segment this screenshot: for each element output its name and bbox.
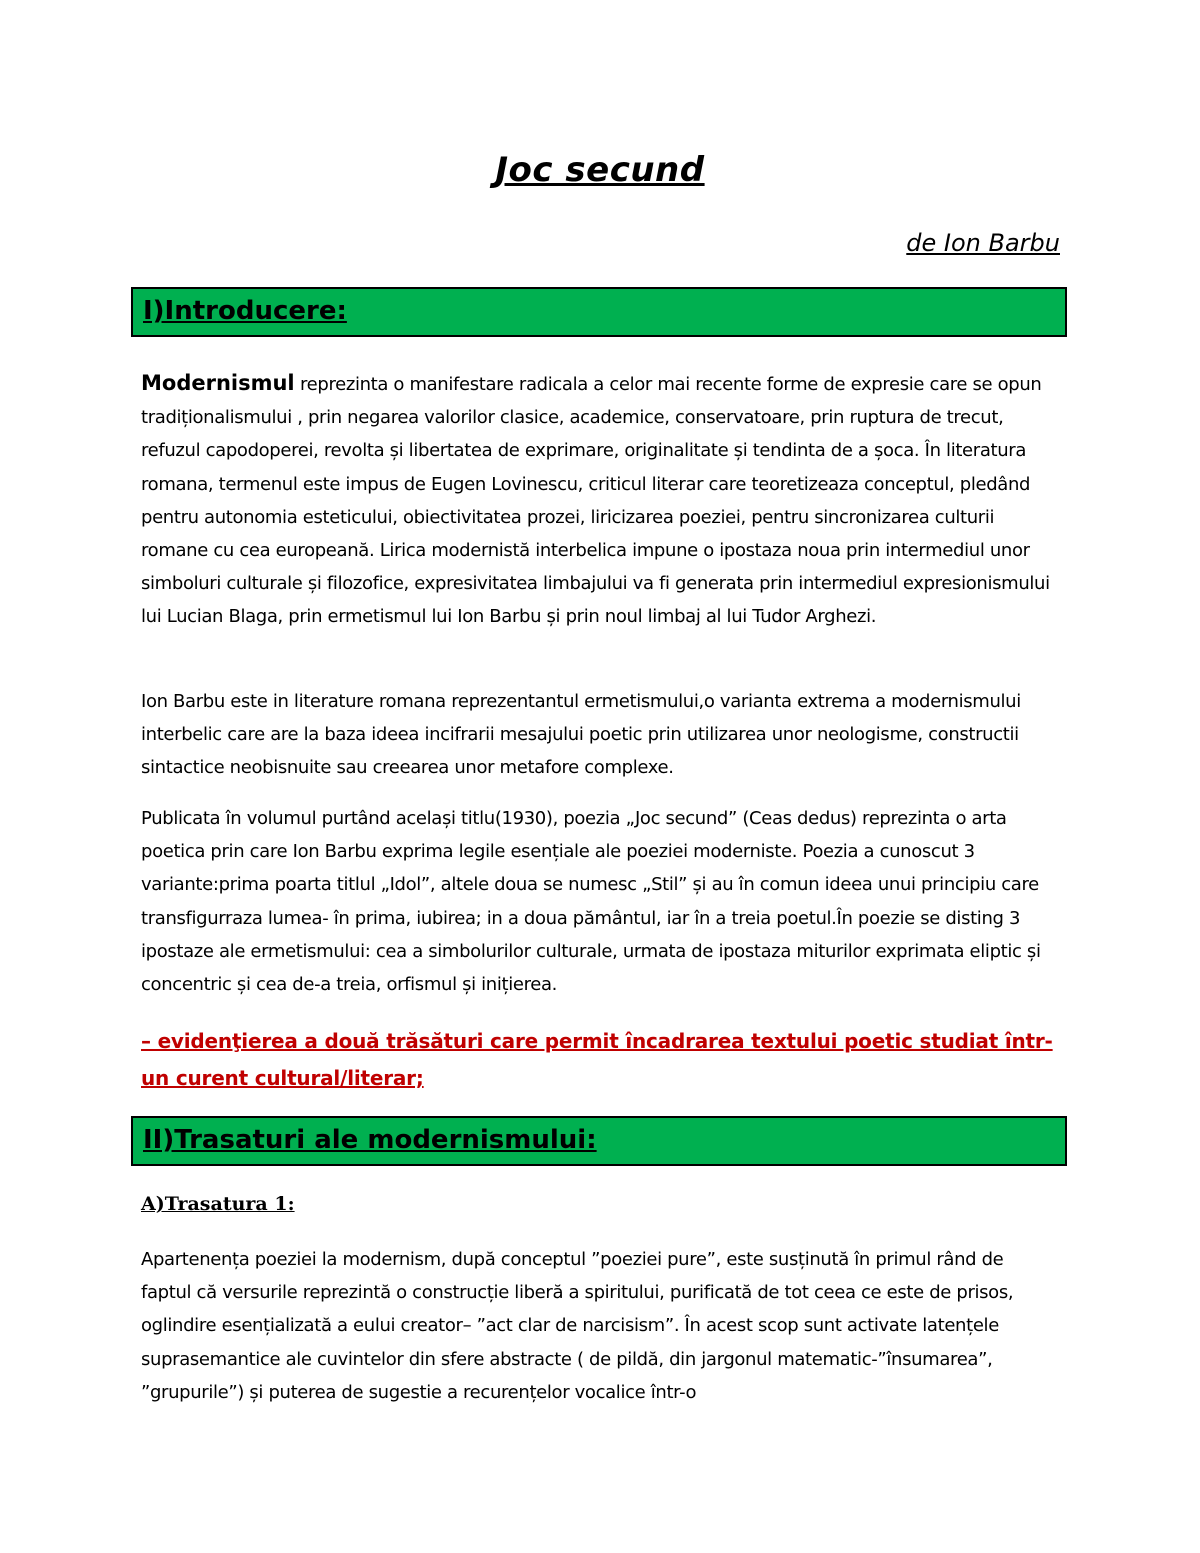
section-heading-trasaturi	[131, 1116, 1067, 1166]
trait-paragraph-1: Apartenența poeziei la modernism, după conceptul ”poeziei pure”, este susținută în primul rând de faptul că versurile reprezintă o construcție liberă a spiritului, purificată de tot ceea ce este de prisos, oglindire esențializată a eului creator– ”act clar de narcisism”. În acest scop sunt activate latențele suprasemantice ale cuvintelor din sfere abstracte ( de pildă, din jargonul matematic-”însumarea”, ”grupurile”) și puterea de sugestie a recurențelor vocalice într-o	[141, 1249, 1014, 1403]
document-title: Joc secund	[495, 150, 705, 190]
section-heading-introducere	[131, 287, 1067, 337]
section-heading-label: II)Trasaturi ale modernismului:	[143, 1125, 597, 1155]
intro-paragraph-1	[141, 367, 1056, 634]
trait-subheading: A)Trasatura 1:	[141, 1193, 295, 1215]
intro-paragraph-3: Publicata în volumul purtând același titlu(1930), poezia „Joc secund” (Ceas dedus) reprezinta o arta poetica prin care Ion Barbu exprima legile esențiale ale poeziei moderniste. Poezia a cunoscut 3 variante:prima poarta titlul „Idol”, altele doua se numesc „Stil” și au în comun ideea unui principiu care transfigurraza lumea- în prima, iubirea; in a doua pământul, iar în a treia poetul.În poezie se disting 3 ipostaze ale ermetismului: cea a simbolurilor culturale, urmata de ipostaza miturilor exprimata eliptic și concentric și cea de-a treia, orfismul și inițierea.	[141, 808, 1041, 996]
intro-paragraph-1-text: reprezinta o manifestare radicala a celor mai recente forme de expresie care se opun tradiționalismului , prin negarea valorilor clasice, academice, conservatoare, prin ruptura de trecut, refuzul capodoperei, revolta și libertatea de exprimare, originalitate și tendinta de a șoca. În literatura romana, termenul este impus de Eugen Lovinescu, criticul literar care teoretizeaza conceptul, pledând pentru autonomia esteticului, obiectivitatea prozei, liricizarea poeziei, pentru sincronizarea culturii romane cu cea europeană. Lirica modernistă interbelica impune o ipostaza noua prin intermediul unor simboluri culturale și filozofice, expresivitatea limbajului va fi generata prin intermediul expresionismului lui Lucian Blaga, prin ermetismul lui Ion Barbu și prin noul limbaj al lui Tudor Arghezi.	[141, 374, 1050, 628]
document-author: de Ion Barbu	[906, 229, 1060, 257]
requirement-text: – evidenţierea a două trăsături care permit încadrarea textului poetic studiat într-un curent cultural/literar;	[141, 1029, 1053, 1090]
section-heading-label: I)Introducere:	[143, 296, 347, 326]
intro-paragraph-2: Ion Barbu este in literature romana reprezentantul ermetismului,o varianta extrema a modernismului interbelic care are la baza ideea incifrarii mesajului poetic prin utilizarea unor neologisme, constructii sintactice neobisnuite sau creearea unor metafore complexe.	[141, 691, 1021, 779]
lead-word: Modernismul	[141, 371, 295, 395]
